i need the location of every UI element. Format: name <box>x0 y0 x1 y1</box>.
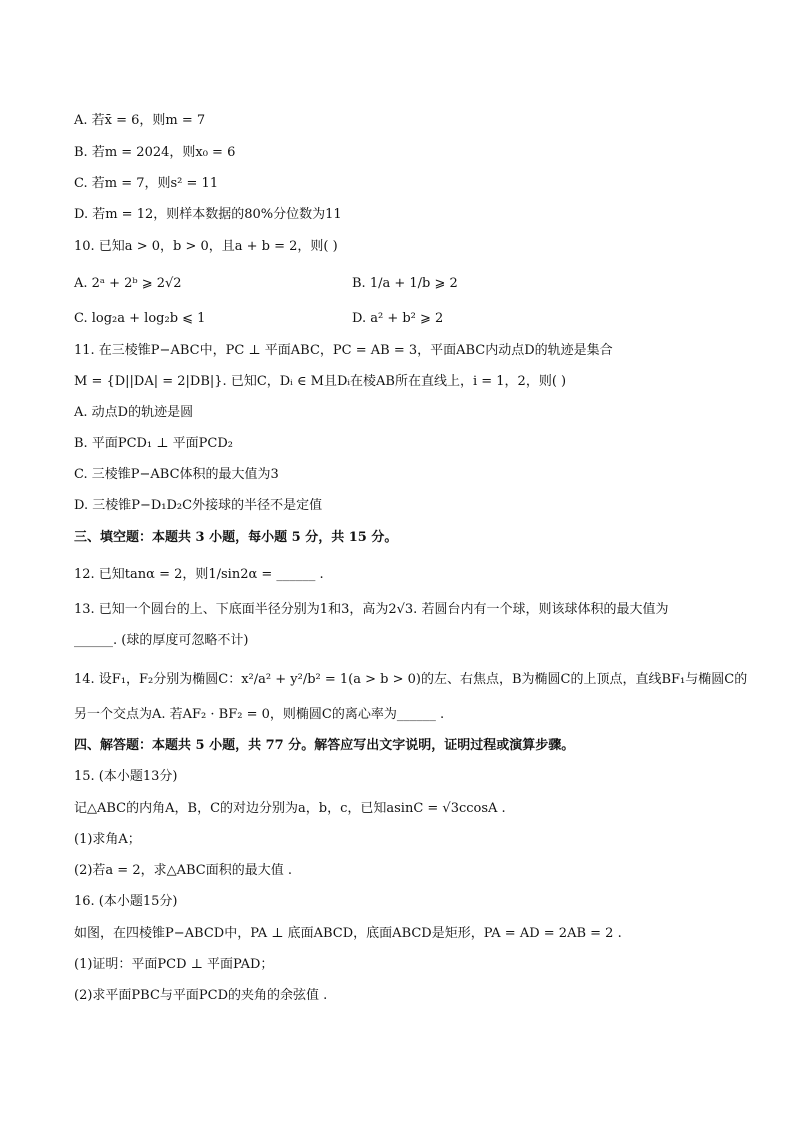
q15-stem: 记△ABC的内角A，B，C的对边分别为a，b，c，已知asinC = √3ccosA . <box>74 801 506 816</box>
q9-option-c: C. 若m = 7，则s² = 11 <box>74 176 219 191</box>
q16-stem: 如图，在四棱锥P−ABCD中，PA ⊥ 底面ABCD，底面ABCD是矩形，PA = AD = 2AB = 2 . <box>74 926 622 941</box>
q15-header: 15. (本小题13分) <box>74 769 178 784</box>
q10-option-a: A. 2ᵃ + 2ᵇ ⩾ 2√2 <box>74 276 182 291</box>
q11-option-c: C. 三棱锥P−ABC体积的最大值为3 <box>74 467 279 482</box>
q9-option-a: A. 若x̄ = 6，则m = 7 <box>74 113 206 128</box>
q15-part1: (1)求角A； <box>74 832 141 847</box>
q14-line1: 14. 设F₁，F₂分别为椭圆C：x²/a² + y²/b² = 1(a > b > 0)的左、右焦点，B为椭圆C的上顶点，直线BF₁与椭圆C的 <box>74 672 748 687</box>
q13-line1: 13. 已知一个圆台的上、下底面半径分别为1和3，高为2√3. 若圆台内有一个球，则该球体积的最大值为 <box>74 602 669 617</box>
q10-option-c: C. log₂a + log₂b ⩽ 1 <box>74 311 206 326</box>
q16-part2: (2)求平面PBC与平面PCD的夹角的余弦值 . <box>74 988 328 1003</box>
q11-option-a: A. 动点D的轨迹是圆 <box>74 405 194 420</box>
section3-heading: 三、填空题：本题共 3 小题，每小题 5 分，共 15 分。 <box>74 530 398 545</box>
q16-header: 16. (本小题15分) <box>74 894 178 909</box>
q9-option-b: B. 若m = 2024，则x₀ = 6 <box>74 145 236 160</box>
q11-stem-line2: M = {D||DA| = 2|DB|}. 已知C，Dᵢ ∈ M且Dᵢ在棱AB所在直线上，i = 1，2，则( ) <box>74 374 567 389</box>
q11-option-b: B. 平面PCD₁ ⊥ 平面PCD₂ <box>74 436 233 451</box>
q9-option-d: D. 若m = 12，则样本数据的80%分位数为11 <box>74 207 342 222</box>
q12-stem: 12. 已知tanα = 2，则1/sin2α = ______ . <box>74 567 324 582</box>
q16-part1: (1)证明：平面PCD ⊥ 平面PAD； <box>74 957 274 972</box>
q10-option-b: B. 1/a + 1/b ⩾ 2 <box>352 276 458 291</box>
q14-line2: 另一个交点为A. 若AF₂ · BF₂ = 0，则椭圆C的离心率为______ . <box>74 707 445 722</box>
section4-heading: 四、解答题：本题共 5 小题，共 77 分。解答应写出文字说明，证明过程或演算步骤。 <box>74 738 575 753</box>
q10-stem: 10. 已知a > 0，b > 0，且a + b = 2，则( ) <box>74 239 338 254</box>
q10-option-d: D. a² + b² ⩾ 2 <box>352 311 444 326</box>
q11-stem-line1: 11. 在三棱锥P−ABC中，PC ⊥ 平面ABC，PC = AB = 3，平面ABC内动点D的轨迹是集合 <box>74 343 613 358</box>
q15-part2: (2)若a = 2，求△ABC面积的最大值 . <box>74 863 292 878</box>
q11-option-d: D. 三棱锥P−D₁D₂C外接球的半径不是定值 <box>74 498 323 513</box>
q13-line2: ______. (球的厚度可忽略不计) <box>74 633 249 648</box>
